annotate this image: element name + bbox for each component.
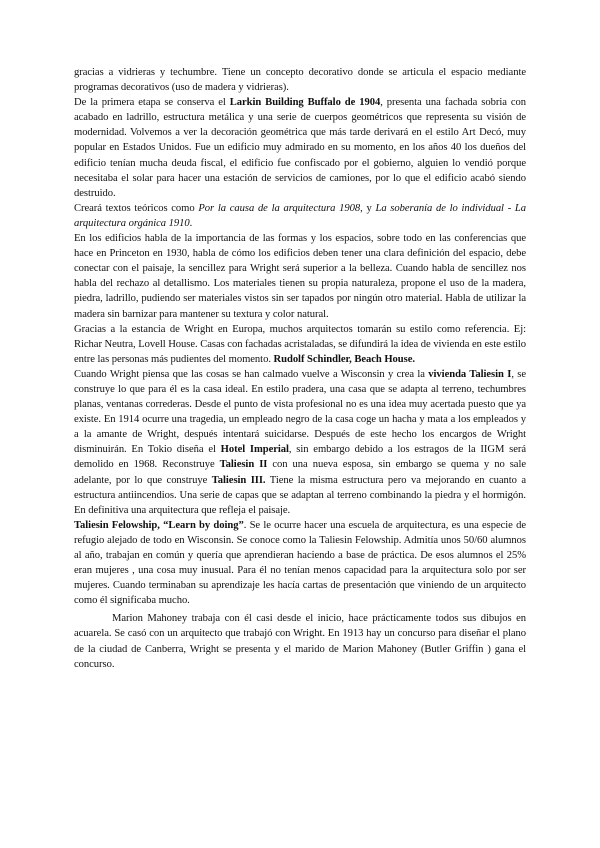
p3-text-before: Creará textos teóricos como — [74, 202, 199, 214]
document-page — [74, 65, 526, 672]
p3-text-middle: , y — [360, 202, 376, 214]
book-title-2: La soberanía de lo individual - La arquitectura orgánica 1910 — [74, 202, 526, 229]
p6-text-5: Tiene la misma estructura pero va mejorando en cuanto a estructura antiincendios. Una serie de capas que se adaptan al terreno combinando la piedra y el hormigón. En definitiva una arquitectura que refleja el paisaje. — [74, 474, 527, 516]
p3-text-after: . — [189, 217, 193, 229]
taliesin-fellowship-title: Taliesin Felowship, “Learn by doing” — [74, 519, 244, 531]
p2-text-before: De la primera etapa se conserva el — [74, 97, 230, 109]
paragraph-marion-mahoney: Marion Mahoney trabaja con él casi desde el inicio, hace prácticamente todos sus dibujos en acuarela. Se casó con un arquitecto que trabajó con Wright. En 1913 hay un concurso para diseñar el plano de la ciudad de Canberra, Wright se presenta y el marido de Marion Mahoney (Butler Griffin ) gana el concurso. — [74, 613, 526, 670]
p6-text-4: con una nueva esposa, sin embargo se quema y no sale adelante, por lo que construye — [74, 459, 526, 486]
larkin-building-title: Larkin Building Buffalo de 1904 — [229, 97, 381, 109]
p6-text-2: , se construye lo que para él es la casa ideal. En estilo pradera, una casa que se adapta al terreno, techumbres planas, ventanas correderas. Desde el punto de vista profesional no es una idea muy acertada puesto que ya existe. En 1914 ocurre una tragedia, un empleado negro de la casa coge un hacha y mata a los empleados y a la amante de Wright, después intentará suicidarse. Después de este hecho los encargos de Wright disminuirán. En Tokio diseña el — [74, 368, 526, 456]
paragraph-europe-influence — [74, 322, 526, 367]
p5-text-before: Gracias a la estancia de Wright en Europa, muchos arquitectos tomarán su estilo como referencia. Ej: Richar Neutra, Lovell House. Casas con fachadas acristaladas, se difundirá la idea de vivienda en este estilo entre las personas más pudientes del momento. — [74, 323, 526, 365]
paragraph-1: gracias a vidrieras y techumbre. Tiene un concepto decorativo donde se articula el espacio mediante programas decorativos (uso de madera y vidrieras). — [74, 67, 526, 94]
p6-text-1: Cuando Wright piensa que las cosas se han calmado vuelve a Wisconsin y crea la — [74, 368, 429, 380]
taliesin-iii: Taliesin III. — [211, 474, 266, 486]
taliesin-ii: Taliesin II — [219, 459, 268, 471]
schindler-beach-house: Rudolf Schindler, Beach House. — [273, 353, 415, 365]
paragraph-fellowship — [74, 518, 526, 609]
paragraph-taliesin — [74, 367, 526, 518]
taliesin-i: vivienda Taliesin I — [428, 368, 512, 380]
p6-text-3: , sin embargo debido a los estragos de la IIGM será demolido en 1968. Reconstruye — [74, 444, 526, 471]
book-title-1: Por la causa de la arquitectura 1908 — [198, 202, 361, 214]
paragraph-forms-spaces: En los edificios habla de la importancia de las formas y los espacios, sobre todo en las conferencias que hace en Princeton en 1930, habla de cómo los edificios deben tener una clara definición del espacio, debe conectar con el paisaje, la sencillez para Wright será superior a la belleza. Cuando habla de sencillez nos habla del rechazo al detallismo. Los materiales tienen su propia naturaleza, propone el uso de la madera, piedra, ladrillo, pudiendo ser materiales vistos sin ser tapados por ningún otro material. Habla de utilizar la madera sin barnizar para mantener su textura y color natural. — [74, 233, 526, 320]
hotel-imperial: Hotel Imperial — [220, 444, 289, 456]
p7-text-after: . Se le ocurre hacer una escuela de arquitectura, es una especie de refugio alejado de todo en Wisconsin. Se conoce como la Taliesin Felowship. Admitía unos 50/60 alumnos al año, trabajan en común y quería que aprendieran haciendo a base de práctica. De esos alumnos el 25% eran mujeres , una cosa muy inusual. Para él no tenían menos capacidad para la arquitectura solo por ser mujeres. Cuando terminaban su aprendizaje les hacía cartas de presentación que viniendo de un arquitecto como él significaba mucho. — [74, 519, 526, 607]
paragraph-larkin-building — [74, 95, 526, 201]
paragraph-theoretical-texts — [74, 201, 526, 231]
p2-text-after: , presenta una fachada sobria con acabado en ladrillo, estructura metálica y una serie de cuerpos geométricos que representa su visión de modernidad. Volvemos a ver la decoración geométrica que más tarde derivará en el estilo Art Decó, muy popular en Estados Unidos. Fue un edificio muy admirado en su momento, en los años 40 los dueños del edificio tenían mucha deuda fiscal, el edificio fue confiscado por el gobierno, alguien lo vendió porque necesitaba el solar para hacer una estación de servicios de camiones, por lo que el edificio acabó siendo destruido. — [74, 97, 526, 199]
